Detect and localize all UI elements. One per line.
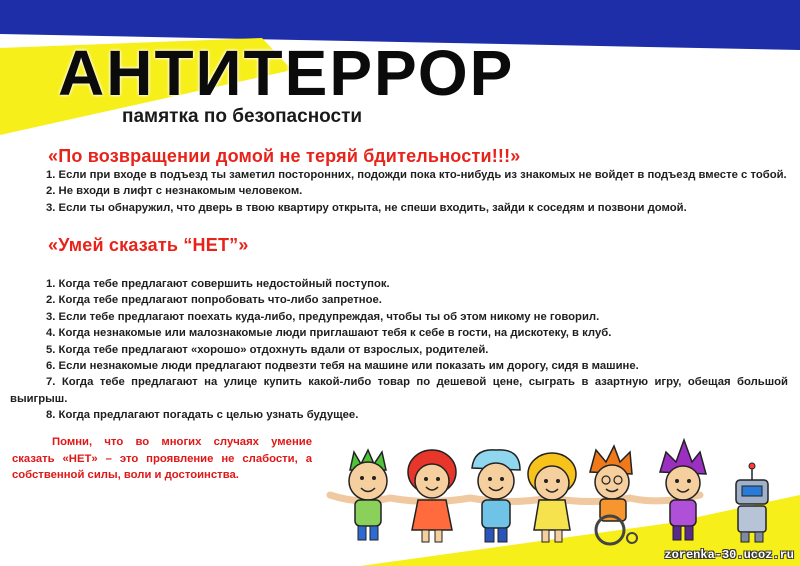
website-credit: zorenka-30.ucoz.ru [664,548,794,562]
list-item: 7. Когда тебе предлагают на улице купить какой-либо товар по дешевой цене, сыграть в азартную игру, обещая большой выигрыш. [10,376,788,405]
list-item: 2. Не входи в лифт с незнакомым человеком. [46,185,303,198]
robot-figure [736,463,768,542]
child-figure [349,450,387,540]
section2-heading: «Умей сказать “НЕТ”» [48,235,249,255]
child-figure [660,440,706,540]
list-item: 3. Если ты обнаружил, что дверь в твою квартиру открыта, не спеши входить, зайди к соседям и позвони домой. [46,201,687,214]
poster-subtitle: памятка по безопасности [122,106,363,127]
list-item: 6. Если незнакомые люди предлагают подвезти тебя на машине или показать им дорогу, сидя в машине. [46,360,639,373]
list-item: 3. Если тебе предлагают поехать куда-либо, предупреждая, чтобы ты об этом никому не говорил. [46,310,600,323]
list-item: 4. Когда незнакомые или малознакомые люди приглашают тебя к себе в гости, на дискотеку, в клуб. [46,327,612,340]
list-item: 2. Когда тебе предлагают попробовать что-либо запретное. [46,294,382,307]
child-figure [408,450,456,542]
poster-title: АНТИТЕРРОР [58,37,515,109]
list-item: 1. Если при входе в подъезд ты заметил посторонних, подожди пока кто-нибудь из знакомых не войдет в подъезд вместе с тобой. [46,169,787,181]
list-item: 8. Когда предлагают погадать с целью узнать будущее. [46,409,359,422]
list-item: 5. Когда тебе предлагают «хорошо» отдохнуть вдали от взрослых, родителей. [46,343,489,356]
list-item: 1. Когда тебе предлагают совершить недостойный поступок. [46,278,390,290]
reminder-note: Помни, что во многих случаях умение сказать «НЕТ» – это проявление не слабости, а собственной силы, воли и достоинства. [12,436,312,481]
section1-heading: «По возвращении домой не теряй бдительности!!!» [48,146,521,166]
